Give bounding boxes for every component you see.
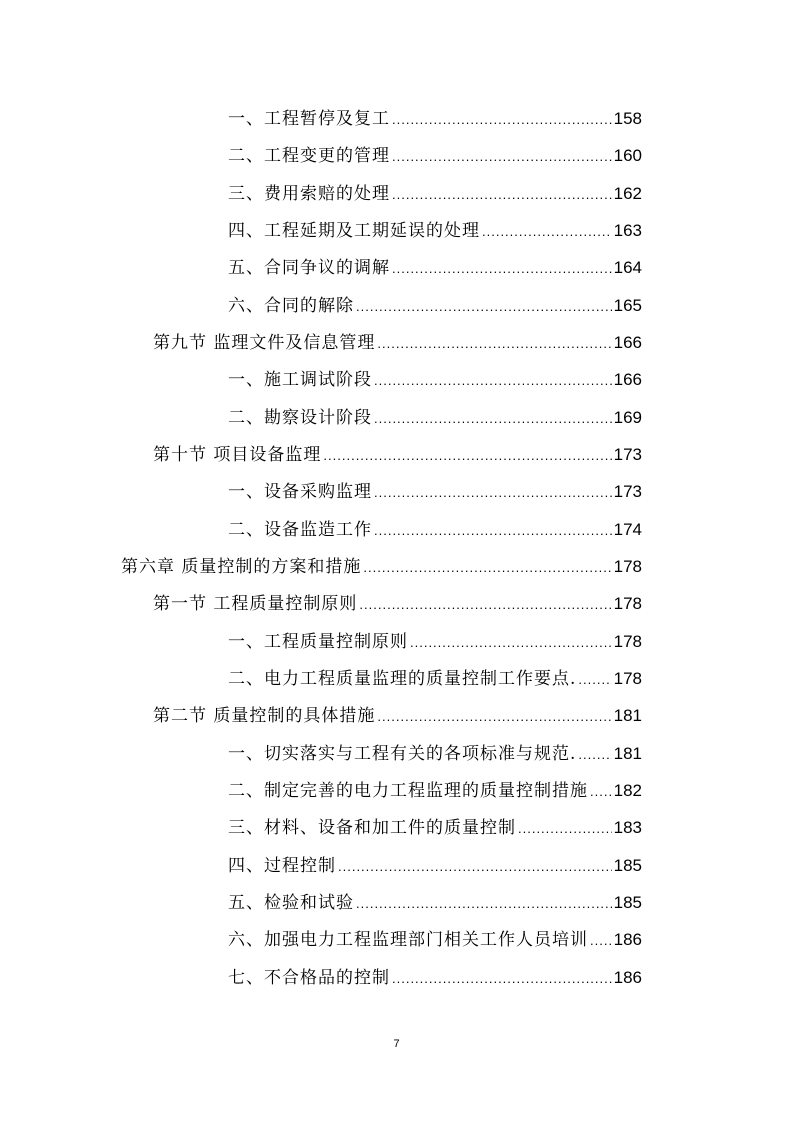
toc-page-number: 183	[613, 818, 642, 837]
toc-entry[interactable]	[228, 929, 642, 952]
toc-entry[interactable]	[228, 481, 642, 504]
toc-leader-dots	[392, 184, 612, 206]
toc-leader-dots	[410, 632, 612, 654]
toc-entry[interactable]	[228, 145, 642, 168]
toc-leader-dots	[323, 445, 611, 467]
toc-entry-label: 一、工程暂停及复工	[228, 109, 390, 129]
toc-leader-dots	[374, 482, 612, 504]
toc-leader-dots	[338, 856, 612, 878]
toc-entry[interactable]	[228, 407, 642, 430]
toc-entry[interactable]	[228, 780, 642, 803]
toc-page-number: 166	[613, 370, 642, 389]
toc-page-number: 182	[613, 781, 642, 800]
toc-page-number: 178	[613, 594, 642, 613]
toc-entry-label: 第九节 监理文件及信息管理	[153, 333, 376, 353]
toc-page-number: 162	[613, 184, 642, 203]
toc-entry[interactable]	[228, 631, 642, 654]
toc-entry-label: 六、合同的解除	[228, 296, 354, 316]
toc-page-number: 186	[613, 930, 642, 949]
toc-entry-label: 五、检验和试验	[228, 893, 354, 913]
toc-leader-dots	[359, 594, 611, 616]
toc-entry-label: 二、电力工程质量监理的质量控制工作要点.	[228, 669, 577, 689]
toc-page-number: 163	[613, 221, 642, 240]
toc-page-number: 185	[613, 856, 642, 875]
page-number: 7	[393, 1038, 400, 1050]
toc-leader-dots	[590, 930, 612, 952]
toc-page-number: 160	[613, 146, 642, 165]
toc-page-number: 186	[613, 968, 642, 987]
toc-page-number: 178	[613, 557, 642, 576]
toc-leader-dots	[392, 258, 612, 280]
toc-entry-label: 四、工程延期及工期延误的处理	[228, 221, 480, 241]
toc-entry[interactable]	[228, 817, 642, 840]
toc-entry-label: 二、勘察设计阶段	[228, 408, 372, 428]
toc-leader-dots	[377, 333, 611, 355]
toc-leader-dots	[374, 408, 612, 430]
toc-entry[interactable]	[121, 556, 642, 579]
toc-entry-label: 五、合同争议的调解	[228, 258, 390, 278]
toc-entry[interactable]	[228, 220, 642, 243]
toc-page-number: 178	[613, 632, 642, 651]
toc-entry-label: 第二节 质量控制的具体措施	[153, 706, 376, 726]
toc-leader-dots	[392, 968, 612, 990]
toc-leader-dots	[482, 221, 612, 243]
toc-page-number: 166	[613, 333, 642, 352]
toc-entry[interactable]	[228, 257, 642, 280]
toc-leader-dots	[590, 781, 612, 803]
toc-leader-dots	[374, 370, 612, 392]
toc-entry-label: 七、不合格品的控制	[228, 968, 390, 988]
toc-entry[interactable]	[153, 593, 642, 616]
toc-entry[interactable]	[228, 183, 642, 206]
toc-entry-label: 一、工程质量控制原则	[228, 632, 408, 652]
toc-entry[interactable]	[228, 967, 642, 990]
toc-entry-label: 一、施工调试阶段	[228, 370, 372, 390]
toc-entry[interactable]	[228, 668, 642, 691]
toc-leader-dots	[374, 520, 612, 542]
toc-entry[interactable]	[228, 108, 642, 131]
toc-leader-dots	[356, 893, 612, 915]
toc-page-number: 174	[613, 520, 642, 539]
toc-entry-label: 一、切实落实与工程有关的各项标准与规范.	[228, 744, 577, 764]
toc-entry-label: 第一节 工程质量控制原则	[153, 594, 358, 614]
toc-entry[interactable]	[228, 892, 642, 915]
toc-entry-label: 二、制定完善的电力工程监理的质量控制措施	[228, 781, 588, 801]
toc-entry-label: 三、材料、设备和加工件的质量控制	[228, 818, 516, 838]
toc-leader-dots	[578, 669, 611, 691]
toc-page-number: 165	[613, 296, 642, 315]
toc-leader-dots	[392, 146, 612, 168]
toc-page-number: 173	[613, 445, 642, 464]
toc-entry-label: 一、设备采购监理	[228, 482, 372, 502]
toc-leader-dots	[363, 557, 611, 579]
toc-entry-label: 四、过程控制	[228, 856, 336, 876]
toc-page-number: 181	[613, 744, 642, 763]
toc-page-number: 178	[613, 669, 642, 688]
toc-page-number: 173	[613, 482, 642, 501]
toc-entry[interactable]	[228, 519, 642, 542]
toc-entry-label: 第六章 质量控制的方案和措施	[121, 557, 362, 577]
toc-entry-label: 三、费用索赔的处理	[228, 184, 390, 204]
toc-entry-label: 第十节 项目设备监理	[153, 445, 322, 465]
toc-page-number: 164	[613, 258, 642, 277]
toc-leader-dots	[578, 744, 611, 766]
toc-entry-label: 六、加强电力工程监理部门相关工作人员培训	[228, 930, 588, 950]
toc-page-number: 169	[613, 408, 642, 427]
toc-page-number: 185	[613, 893, 642, 912]
toc-entry-label: 二、工程变更的管理	[228, 146, 390, 166]
toc-entry[interactable]	[153, 705, 642, 728]
toc-entry[interactable]	[153, 332, 642, 355]
toc-entry[interactable]	[228, 743, 642, 766]
toc-leader-dots	[377, 706, 611, 728]
toc-leader-dots	[518, 818, 612, 840]
toc-entry[interactable]	[228, 855, 642, 878]
toc-page-number: 181	[613, 706, 642, 725]
toc-entry[interactable]	[228, 369, 642, 392]
toc-entry-label: 二、设备监造工作	[228, 520, 372, 540]
toc-entry[interactable]	[228, 295, 642, 318]
toc-leader-dots	[392, 109, 612, 131]
toc-leader-dots	[356, 296, 612, 318]
toc-entry[interactable]	[153, 444, 642, 467]
toc-page-number: 158	[613, 109, 642, 128]
